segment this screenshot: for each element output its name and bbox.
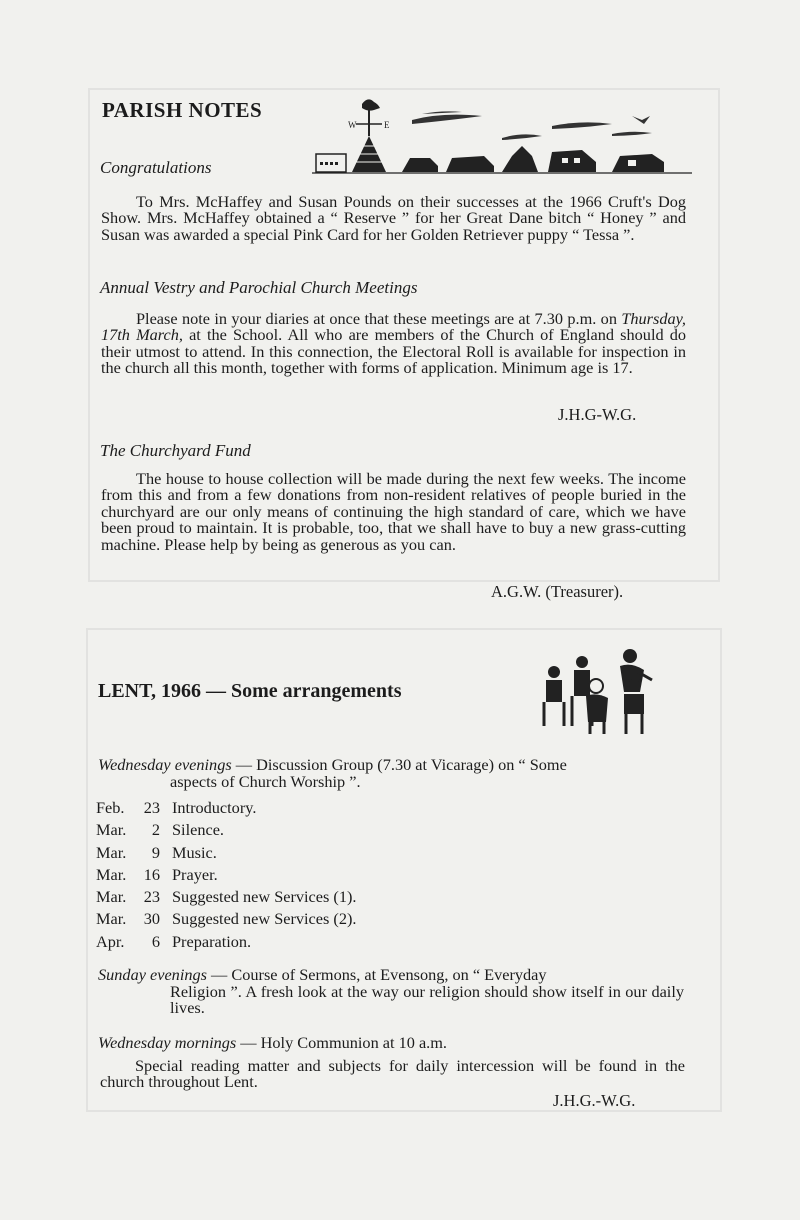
lent-title: LENT, 1966 — Some arrangements [98, 680, 402, 702]
congratulations-body: To Mrs. McHaffey and Susan Pounds on their successes at the 1966 Cruft's Dog Show. Mrs. McHaffey obtained a “ Reserve ” for her Great Dane bitch “ Honey ” and Susan was awarded a special Pink Card for her Golden Retriever puppy “ Tessa ”. [101, 192, 686, 244]
schedule-row: Mar. 16 Prayer. [96, 864, 218, 884]
parish-notes-title: PARISH NOTES [102, 98, 263, 122]
wednesday-mornings-entry: Wednesday mornings — Holy Communion at 10 a.m. [98, 1033, 447, 1052]
vestry-meetings-body: Please note in your diaries at once that these meetings are at 7.30 p.m. on Thursday, 17th March, at the School. All who are members of the Church of England should do their utmost to attend. In this connection, the Electoral Roll is available for inspection in the church all this month, together with forms of application. Minimum age is 17. [101, 309, 687, 378]
svg-text:E: E [384, 120, 390, 130]
section-heading-vestry-meetings: Annual Vestry and Parochial Church Meetings [100, 278, 418, 297]
treasurer-signature: A.G.W. (Treasurer). [491, 582, 624, 601]
village-church-weathervane-icon [312, 96, 692, 180]
schedule-row: Mar. 30 Suggested new Services (2). [96, 909, 357, 929]
schedule-row: Mar. 23 Suggested new Services (1). [96, 887, 357, 907]
schedule-row: Apr. 6 Preparation. [96, 931, 252, 951]
vestry-signature: J.H.G-W.G. [558, 405, 637, 424]
sunday-evenings-entry: Sunday evenings — Course of Sermons, at Evensong, on “ Everyday Religion ”. A fresh look at the way our religion should show itself in our daily lives. [98, 965, 684, 1018]
schedule-row: Mar. 9 Music. [96, 842, 217, 862]
discussion-group-people-icon [538, 642, 658, 738]
schedule-row: Feb. 23 Introductory. [96, 798, 257, 817]
section-heading-churchyard-fund: The Churchyard Fund [100, 441, 251, 460]
discussion-schedule [96, 798, 356, 954]
schedule-row: Mar. 2 Silence. [96, 820, 224, 840]
section-heading-congratulations: Congratulations [100, 158, 212, 177]
svg-text:W: W [348, 120, 357, 130]
wednesday-evenings-entry: Wednesday evenings — Discussion Group (7.30 at Vicarage) on “ Some aspects of Church Worship ”. [98, 755, 567, 791]
churchyard-fund-body: The house to house collection will be made during the next few weeks. The income from this and from a few donations from non-resident relatives of people buried in the churchyard are our only means of continuing the high standard of care, which we have been proud to maintain. It is probable, too, that we shall have to buy a new grass-cutting machine. Please help by being as generous as you can. [101, 469, 686, 554]
lent-closing-note: Special reading matter and subjects for daily intercession will be found in the church throughout Lent. [100, 1056, 685, 1092]
lent-signature: J.H.G.-W.G. [553, 1091, 636, 1110]
